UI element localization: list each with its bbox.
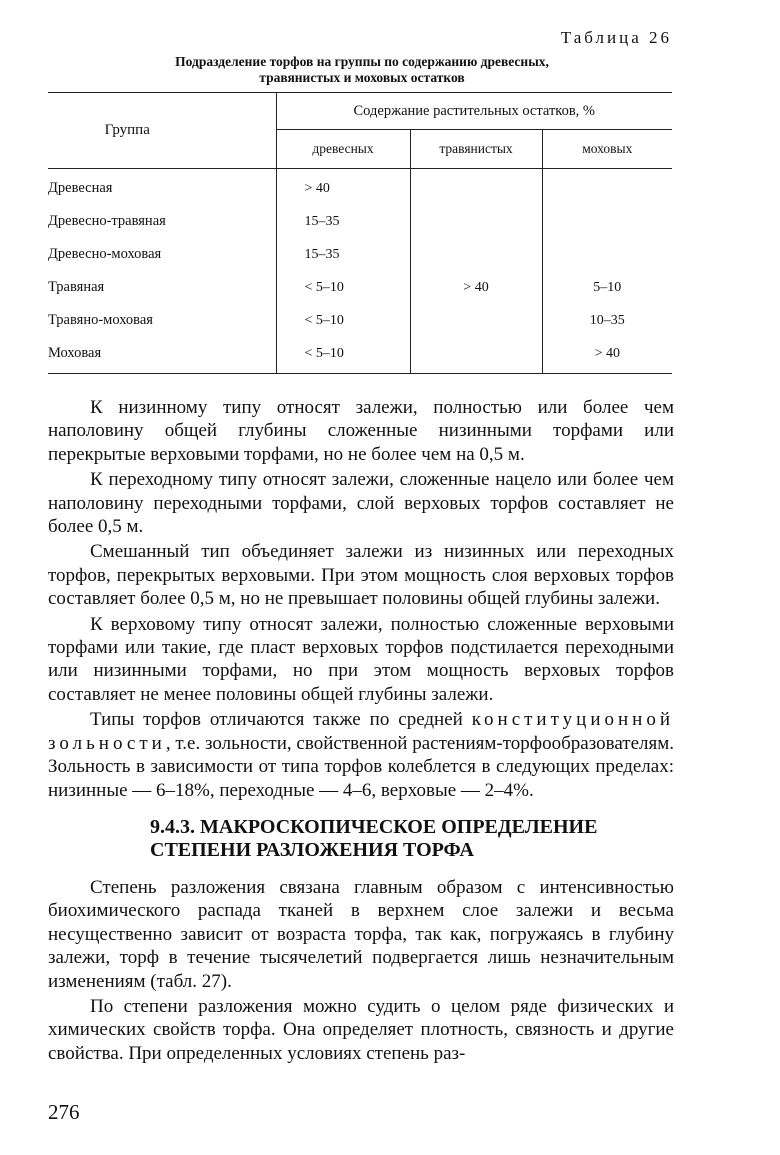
woody-cell: > 40 — [276, 169, 410, 206]
group-cell: Древесно-травяная — [48, 205, 276, 238]
table-row — [48, 169, 672, 206]
herbaceous-cell — [410, 337, 542, 374]
paragraph-ash-end: , т.е. зольности, свойственной растениям-торфообразователям. Зольность в зависимости от типа торфов колеблется в следующих пределах: низинные — 6–18%, переходные — 4–6, верховые — 2–4%. — [48, 732, 674, 801]
moss-cell: > 40 — [542, 337, 672, 374]
moss-cell — [542, 205, 672, 238]
woody-cell: < 5–10 — [276, 271, 410, 304]
table-row — [48, 271, 672, 304]
woody-cell: < 5–10 — [276, 304, 410, 337]
woody-column-header: древесных — [276, 130, 410, 169]
table-caption-line-2: травянистых и моховых остатков — [259, 70, 465, 85]
herbaceous-cell — [410, 169, 542, 206]
table-caption-line-1: Подразделение торфов на группы по содержанию древесных, — [175, 54, 549, 69]
table-row — [48, 205, 672, 238]
residues-content-header: Содержание растительных остатков, % — [276, 93, 672, 130]
book-page — [48, 28, 676, 1067]
group-cell: Травяная — [48, 271, 276, 304]
herbaceous-cell — [410, 205, 542, 238]
herbaceous-cell — [410, 238, 542, 271]
moss-cell: 5–10 — [593, 279, 622, 295]
paragraph-upland-type: К верховому типу относят залежи, полностью сложенные верховыми торфами или такие, где пласт верховых торфов подстилается переходными или низинными торфами, но при этом мощность верховых торфов составляет не менее половины общей глубины залежи. — [48, 613, 674, 705]
moss-cell — [542, 169, 672, 206]
paragraph-ash-start: Типы торфов отличаются также по средней — [90, 709, 472, 731]
paragraph-ash-content — [48, 708, 674, 802]
herbaceous-cell: > 40 — [410, 271, 542, 304]
section-heading-line-1: 9.4.3. МАКРОСКОПИЧЕСКОЕ ОПРЕДЕЛЕНИЕ — [150, 815, 598, 838]
group-cell: Древесная — [48, 169, 276, 206]
section-heading-line-2: СТЕПЕНИ РАЗЛОЖЕНИЯ ТОРФА — [150, 838, 474, 861]
herbaceous-column-header: травянистых — [410, 130, 542, 169]
spaced-term: конституционной зольности — [48, 709, 674, 754]
paragraph-transitional-type: К переходному типу относят залежи, сложенные нацело или более чем наполовину переходными торфами, слой верховых торфов составляет не более 0,5 м. — [48, 469, 674, 538]
page-number: 276 — [48, 1100, 80, 1124]
section-heading — [150, 816, 674, 862]
table-row — [48, 337, 672, 374]
table-caption — [48, 54, 676, 86]
moss-cell: 10–35 — [589, 312, 625, 328]
paragraph-decomposition: Степень разложения связана главным образом с интенсивностью биохимического распада тканей в верхнем слое залежи и весьма несущественно зависит от возраста торфа, так как, погружаясь в глубину залежи, торф в течение тысячелетий подвергается лишь незначительным изменениям (табл. 27). — [48, 876, 674, 992]
moss-cell — [542, 238, 672, 271]
table-number-label: Таблица 26 — [560, 28, 672, 47]
group-cell: Древесно-моховая — [48, 238, 276, 271]
paragraph-lowland-type: К низинному типу относят залежи, полностью или более чем наполовину общей глубины сложенные низинными торфами или перекрытые верховыми торфами, но не более чем на 0,5 м. — [48, 397, 674, 465]
woody-cell: 15–35 — [276, 238, 410, 271]
moss-column-header: моховых — [542, 130, 672, 169]
woody-cell: < 5–10 — [276, 337, 410, 374]
paragraph-mixed-type: Смешанный тип объединяет залежи из низинных или переходных торфов, перекрытых верховыми. При этом мощность слоя верховых торфов составляет более 0,5 м, но не превышает половины общей глубины залежи. — [48, 541, 674, 610]
paragraph-properties: По степени разложения можно судить о целом ряде физических и химических свойств торфа. Она определяет плотность, связность и другие свойства. При определенных условиях степень раз- — [48, 995, 674, 1064]
peat-groups-table — [48, 92, 672, 374]
table-row — [48, 304, 672, 337]
body-text — [48, 396, 674, 1065]
group-cell: Моховая — [48, 337, 276, 374]
group-column-header: Группа — [48, 93, 276, 169]
table-row — [48, 238, 672, 271]
group-cell: Травяно-моховая — [48, 304, 276, 337]
herbaceous-cell — [410, 304, 542, 337]
woody-cell: 15–35 — [276, 205, 410, 238]
